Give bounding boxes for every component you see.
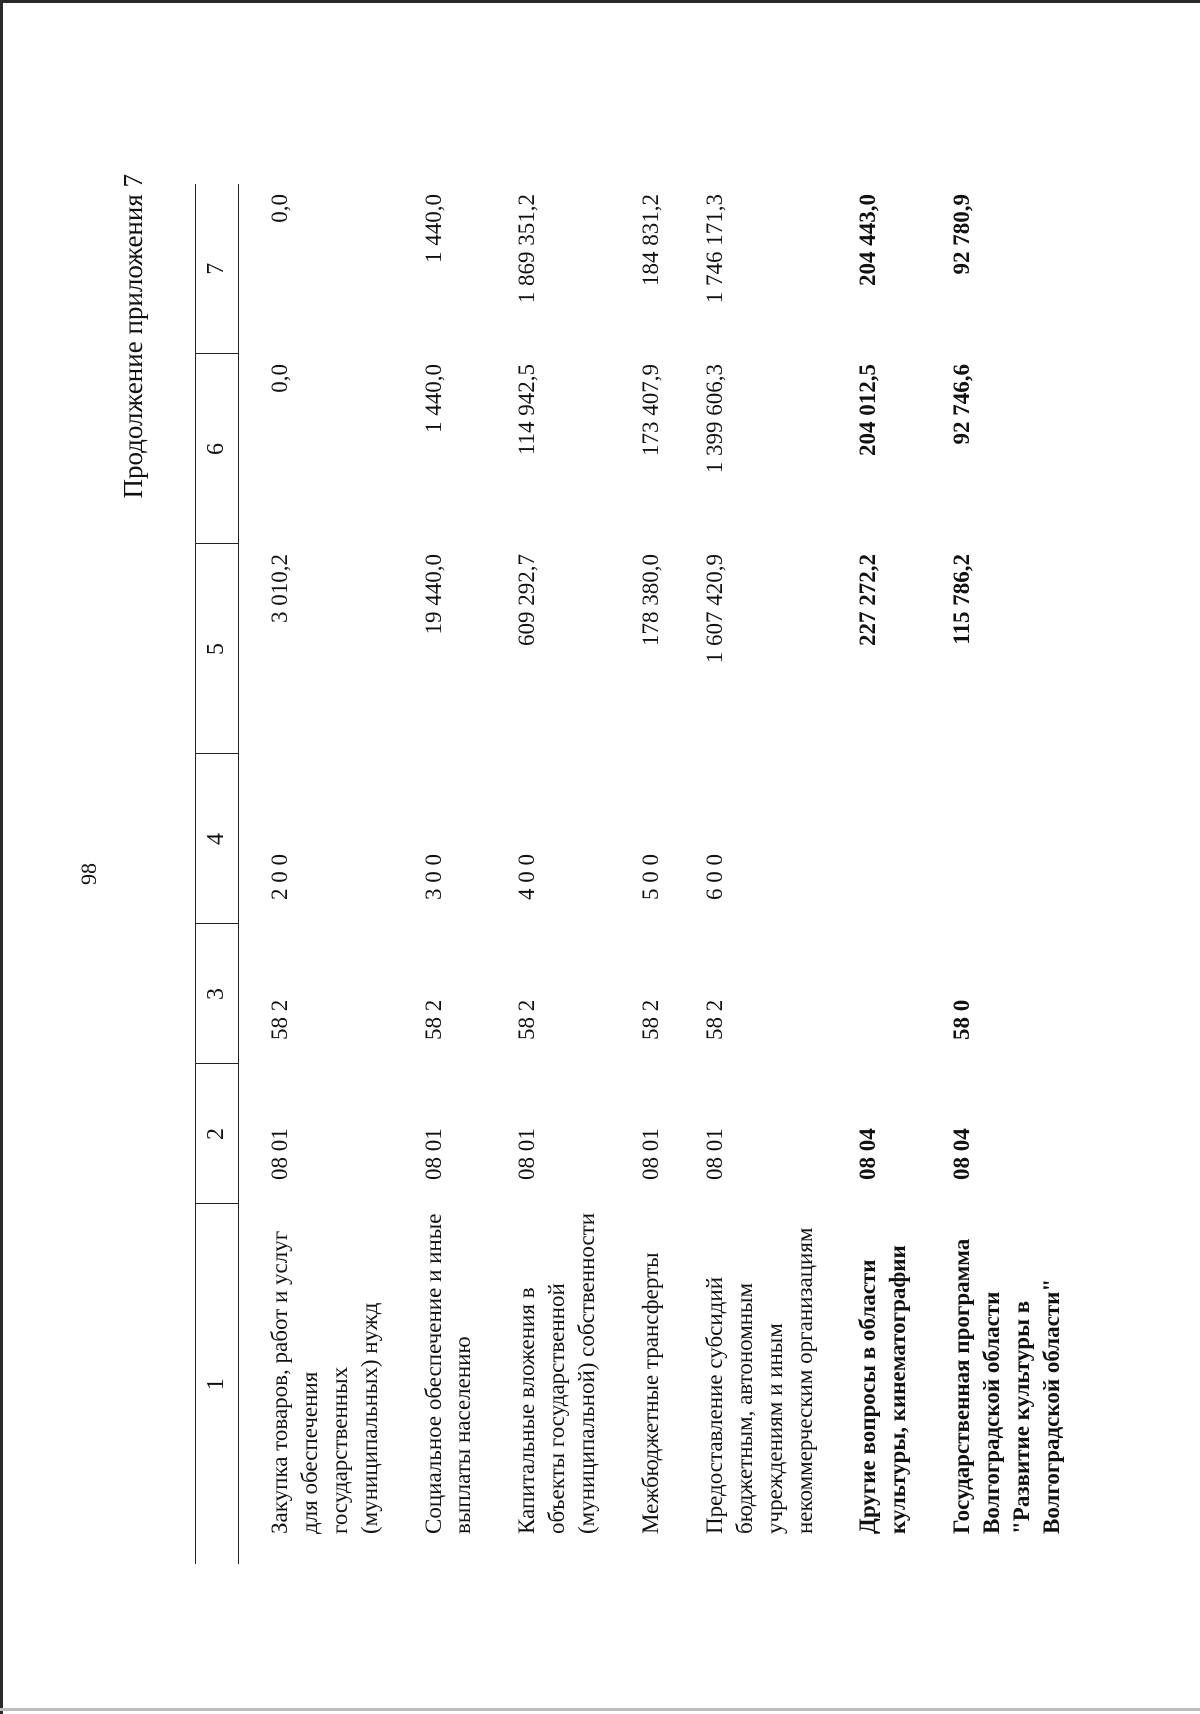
header-col-4: 4 — [196, 754, 239, 924]
page-number: 98 — [76, 863, 101, 885]
header-col-6: 6 — [196, 354, 239, 544]
row-value-6: 1 440,0 — [420, 364, 446, 433]
row-section: 08 01 — [638, 1128, 664, 1180]
row-value-7: 92 780,9 — [949, 194, 975, 275]
row-value-5: 115 786,2 — [949, 554, 975, 645]
row-name: Капитальные вложения в объекты государственной (муниципальной) собственности — [514, 1212, 600, 1534]
row-expense-type — [827, 754, 921, 924]
row-target — [827, 924, 921, 1064]
table-row — [486, 184, 610, 1564]
row-value-6: 92 746,6 — [949, 364, 975, 445]
row-value-5: 178 380,0 — [638, 554, 664, 646]
row-value-7: 1 869 351,2 — [514, 194, 540, 304]
row-value-5: 609 292,7 — [514, 554, 540, 646]
row-section: 08 04 — [949, 1128, 975, 1180]
row-name: Государственная программа Волгоградской области "Развитие культуры в Волгоградской области" — [949, 1238, 1064, 1534]
row-section: 08 01 — [701, 1128, 727, 1180]
row-target: 58 0 — [949, 999, 975, 1040]
row-expense-type — [921, 754, 1075, 924]
row-name: Социальное обеспечение и иные выплаты населению — [420, 1213, 476, 1534]
header-row — [196, 184, 239, 1564]
row-name: Межбюджетные трансферты — [638, 1252, 664, 1534]
row-value-6: 0,0 — [267, 364, 292, 393]
row-value-7: 0,0 — [267, 194, 292, 223]
table-row — [674, 184, 828, 1564]
row-value-5: 1 607 420,9 — [701, 554, 727, 664]
row-name: Закупка товаров, работ и услуг для обеспечения государственных (муниципальных) нужд — [267, 1230, 382, 1534]
table-row — [827, 184, 921, 1564]
row-expense-type: 3 0 0 — [420, 854, 446, 900]
table-row — [921, 184, 1075, 1564]
row-section: 08 01 — [514, 1128, 540, 1180]
row-expense-type: 6 0 0 — [701, 854, 727, 900]
row-value-5: 227 272,2 — [855, 554, 881, 646]
row-name: Другие вопросы в области культуры, кинематографии — [855, 1245, 911, 1534]
row-target: 58 2 — [267, 999, 292, 1040]
row-value-7: 184 831,2 — [638, 194, 664, 286]
row-section: 08 01 — [420, 1128, 446, 1180]
row-section: 08 01 — [267, 1128, 292, 1180]
row-value-5: 3 010,2 — [267, 554, 292, 623]
row-section: 08 04 — [855, 1128, 881, 1180]
row-value-6: 114 942,5 — [514, 364, 540, 456]
table-row — [239, 184, 393, 1564]
row-value-7: 1 746 171,3 — [701, 194, 727, 304]
table-row — [610, 184, 674, 1564]
row-target: 58 2 — [638, 999, 664, 1040]
header-col-7: 7 — [196, 184, 239, 354]
row-value-6: 173 407,9 — [638, 364, 664, 456]
row-value-7: 204 443,0 — [855, 194, 881, 286]
header-col-2: 2 — [196, 1064, 239, 1204]
row-value-6: 204 012,5 — [855, 364, 881, 456]
row-expense-type: 2 0 0 — [267, 854, 292, 900]
row-target: 58 2 — [701, 999, 727, 1040]
header-col-5: 5 — [196, 544, 239, 754]
row-name: Предоставление субсидий бюджетным, автономным учреждениям и иным некоммерческим организациям — [701, 1227, 817, 1534]
row-value-6: 1 399 606,3 — [701, 364, 727, 474]
table-row — [393, 184, 487, 1564]
row-value-5: 19 440,0 — [420, 554, 446, 635]
row-value-7: 1 440,0 — [420, 194, 446, 263]
header-col-3: 3 — [196, 924, 239, 1064]
row-target: 58 2 — [420, 999, 446, 1040]
row-expense-type: 5 0 0 — [638, 854, 664, 900]
row-expense-type: 4 0 0 — [514, 854, 540, 900]
budget-table — [195, 184, 1075, 1564]
continuation-label: Продолжение приложения 7 — [118, 174, 148, 499]
row-target: 58 2 — [514, 999, 540, 1040]
header-col-1: 1 — [196, 1204, 239, 1564]
